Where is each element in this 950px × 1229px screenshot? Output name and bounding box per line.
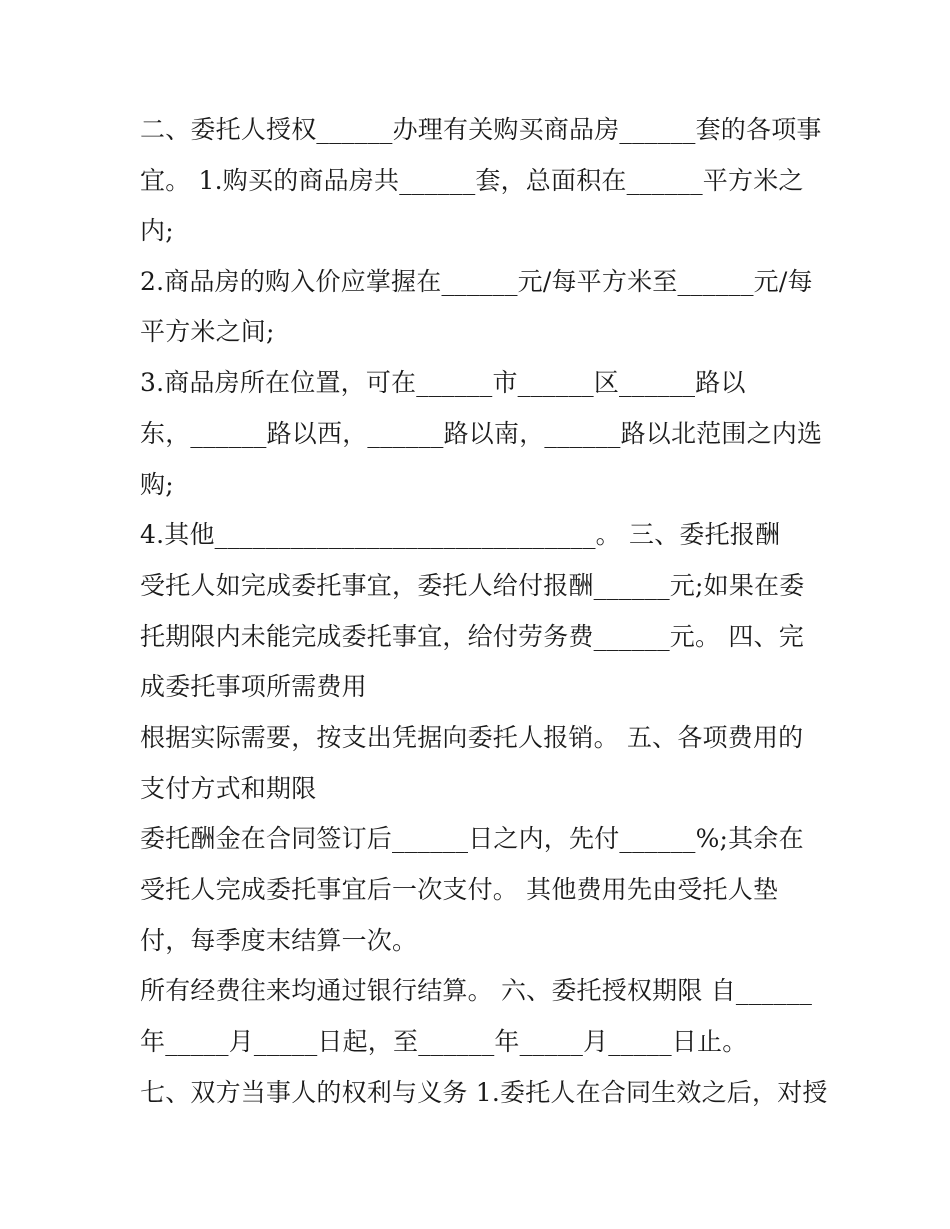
text-line: 东，______路以西，______路以南，______路以北范围之内选: [140, 419, 823, 448]
text-line: 根据实际需要，按支出凭据向委托人报销。 五、各项费用的: [140, 723, 804, 752]
text-line: 3.商品房所在位置，可在______市______区______路以: [140, 368, 746, 397]
text-line: 付，每季度末结算一次。: [140, 926, 418, 955]
text-line: 年_____月_____日起，至______年_____月_____日止。: [140, 1027, 748, 1056]
text-line: 2.商品房的购入价应掌握在______元/每平方米至______元/每: [140, 267, 813, 296]
text-line: 受托人完成委托事宜后一次支付。 其他费用先由受托人垫: [140, 875, 779, 904]
text-line: 委托酬金在合同签订后______日之内，先付______%;其余在: [140, 824, 804, 853]
text-line: 受托人如完成委托事宜，委托人给付报酬______元;如果在委: [140, 571, 805, 600]
text-line: 平方米之间;: [140, 317, 275, 346]
text-line: 4.其他______________________________。 三、委托报酬: [140, 520, 781, 549]
text-line: 所有经费往来均通过银行结算。 六、委托授权期限 自______: [140, 976, 813, 1005]
text-line: 成委托事项所需费用: [140, 672, 367, 701]
text-line: 宜。 1.购买的商品房共______套，总面积在______平方米之: [140, 166, 804, 195]
text-line: 支付方式和期限: [140, 774, 317, 803]
text-line: 七、双方当事人的权利与义务 1.委托人在合同生效之后，对授: [140, 1078, 828, 1107]
text-line: 购;: [140, 470, 174, 499]
text-line: 内;: [140, 216, 174, 245]
text-line: 托期限内未能完成委托事宜，给付劳务费______元。 四、完: [140, 622, 804, 651]
text-line: 二、委托人授权______办理有关购买商品房______套的各项事: [140, 115, 822, 144]
